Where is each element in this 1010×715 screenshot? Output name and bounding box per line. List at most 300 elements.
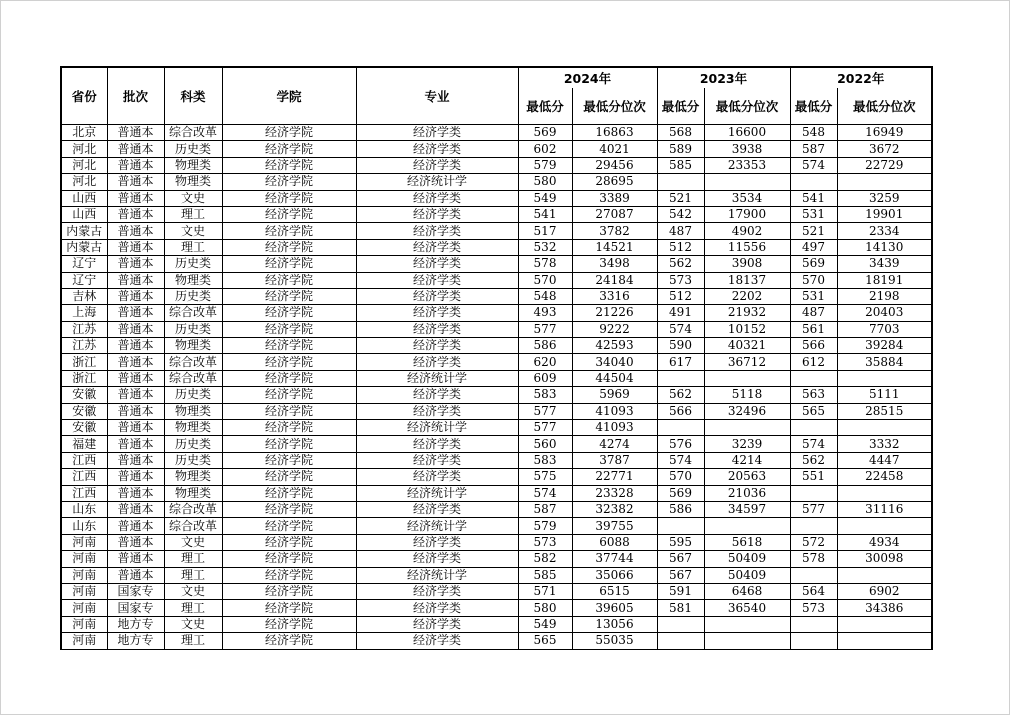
- cell-batch: 普通本: [107, 321, 164, 337]
- cell-major: 经济学类: [356, 551, 518, 567]
- cell-college: 经济学院: [222, 141, 356, 157]
- cell-province: 山西: [61, 206, 107, 222]
- cell-min-rank-2024: 35066: [572, 567, 657, 583]
- cell-min-score-2022: 566: [790, 338, 837, 354]
- cell-province: 浙江: [61, 370, 107, 386]
- cell-min-score-2024: 620: [518, 354, 572, 370]
- cell-min-score-2024: 586: [518, 338, 572, 354]
- header-province: 省份: [61, 67, 107, 125]
- cell-category: 历史类: [164, 141, 222, 157]
- cell-min-score-2024: 541: [518, 206, 572, 222]
- table-row: [61, 633, 932, 649]
- cell-college: 经济学院: [222, 567, 356, 583]
- cell-min-rank-2024: 9222: [572, 321, 657, 337]
- cell-min-score-2023: 591: [657, 583, 704, 599]
- cell-province: 山东: [61, 518, 107, 534]
- cell-min-rank-2022: 7703: [837, 321, 932, 337]
- table-row: [61, 387, 932, 403]
- cell-min-rank-2024: 28695: [572, 174, 657, 190]
- cell-min-score-2023: 573: [657, 272, 704, 288]
- cell-min-rank-2024: 16863: [572, 125, 657, 141]
- cell-major: 经济统计学: [356, 485, 518, 501]
- table-row: [61, 370, 932, 386]
- cell-category: 物理类: [164, 272, 222, 288]
- cell-min-score-2023: 512: [657, 239, 704, 255]
- cell-category: 物理类: [164, 174, 222, 190]
- cell-min-rank-2022: 2334: [837, 223, 932, 239]
- table-row: [61, 485, 932, 501]
- cell-category: 综合改革: [164, 354, 222, 370]
- cell-min-score-2024: 549: [518, 616, 572, 632]
- cell-category: 综合改革: [164, 370, 222, 386]
- cell-college: 经济学院: [222, 633, 356, 649]
- cell-batch: 普通本: [107, 403, 164, 419]
- cell-category: 历史类: [164, 436, 222, 452]
- cell-min-rank-2024: 4021: [572, 141, 657, 157]
- cell-major: 经济统计学: [356, 370, 518, 386]
- table-row: [61, 518, 932, 534]
- cell-batch: 普通本: [107, 567, 164, 583]
- cell-college: 经济学院: [222, 452, 356, 468]
- header-category: 科类: [164, 67, 222, 125]
- cell-province: 河南: [61, 567, 107, 583]
- header-min-score-2023: 最低分: [657, 88, 704, 125]
- cell-province: 浙江: [61, 354, 107, 370]
- cell-min-rank-2022: 3439: [837, 256, 932, 272]
- admission-score-table: [60, 66, 933, 650]
- header-year-2022: 2022年: [790, 67, 932, 88]
- cell-category: 文史: [164, 616, 222, 632]
- cell-province: 河南: [61, 534, 107, 550]
- cell-category: 历史类: [164, 321, 222, 337]
- cell-min-rank-2024: 34040: [572, 354, 657, 370]
- cell-min-rank-2024: 21226: [572, 305, 657, 321]
- cell-min-rank-2022: 31116: [837, 501, 932, 517]
- cell-college: 经济学院: [222, 305, 356, 321]
- table-row: [61, 256, 932, 272]
- cell-min-rank-2024: 23328: [572, 485, 657, 501]
- cell-college: 经济学院: [222, 190, 356, 206]
- cell-min-rank-2023: 5118: [704, 387, 790, 403]
- cell-min-score-2024: 583: [518, 452, 572, 468]
- table-row: [61, 223, 932, 239]
- cell-batch: 普通本: [107, 501, 164, 517]
- cell-min-rank-2024: 3316: [572, 288, 657, 304]
- cell-min-rank-2023: 5618: [704, 534, 790, 550]
- cell-major: 经济学类: [356, 501, 518, 517]
- cell-min-score-2024: 578: [518, 256, 572, 272]
- cell-category: 理工: [164, 551, 222, 567]
- cell-min-score-2022: 548: [790, 125, 837, 141]
- cell-min-rank-2023: 3908: [704, 256, 790, 272]
- cell-major: 经济学类: [356, 223, 518, 239]
- cell-min-rank-2024: 44504: [572, 370, 657, 386]
- cell-batch: 普通本: [107, 436, 164, 452]
- cell-min-score-2022: 531: [790, 288, 837, 304]
- cell-major: 经济学类: [356, 288, 518, 304]
- table-row: [61, 157, 932, 173]
- cell-batch: 普通本: [107, 141, 164, 157]
- cell-batch: 普通本: [107, 125, 164, 141]
- cell-min-rank-2024: 55035: [572, 633, 657, 649]
- cell-category: 历史类: [164, 452, 222, 468]
- table-row: [61, 567, 932, 583]
- cell-min-score-2024: 602: [518, 141, 572, 157]
- cell-batch: 普通本: [107, 534, 164, 550]
- cell-category: 文史: [164, 583, 222, 599]
- cell-min-rank-2024: 3782: [572, 223, 657, 239]
- cell-province: 江西: [61, 452, 107, 468]
- cell-min-rank-2022: 16949: [837, 125, 932, 141]
- cell-batch: 普通本: [107, 305, 164, 321]
- table-row: [61, 501, 932, 517]
- cell-major: 经济学类: [356, 452, 518, 468]
- cell-batch: 地方专: [107, 616, 164, 632]
- cell-college: 经济学院: [222, 125, 356, 141]
- table-row: [61, 403, 932, 419]
- cell-min-rank-2022: 3332: [837, 436, 932, 452]
- cell-college: 经济学院: [222, 272, 356, 288]
- cell-min-rank-2022: 3259: [837, 190, 932, 206]
- cell-min-rank-2022: 5111: [837, 387, 932, 403]
- cell-min-score-2023: 568: [657, 125, 704, 141]
- cell-major: 经济学类: [356, 436, 518, 452]
- cell-category: 物理类: [164, 420, 222, 436]
- cell-province: 河北: [61, 157, 107, 173]
- cell-min-rank-2022: [837, 616, 932, 632]
- cell-min-score-2022: [790, 174, 837, 190]
- cell-min-rank-2024: 5969: [572, 387, 657, 403]
- cell-min-score-2023: [657, 616, 704, 632]
- cell-category: 综合改革: [164, 305, 222, 321]
- cell-batch: 国家专: [107, 600, 164, 616]
- cell-major: 经济统计学: [356, 567, 518, 583]
- cell-min-score-2022: [790, 485, 837, 501]
- cell-college: 经济学院: [222, 403, 356, 419]
- cell-province: 河南: [61, 616, 107, 632]
- header-min-rank-2023: 最低分位次: [704, 88, 790, 125]
- cell-college: 经济学院: [222, 288, 356, 304]
- cell-min-rank-2023: [704, 370, 790, 386]
- cell-min-rank-2022: [837, 633, 932, 649]
- cell-min-rank-2023: 21036: [704, 485, 790, 501]
- cell-min-rank-2023: 3534: [704, 190, 790, 206]
- header-year-2023: 2023年: [657, 67, 790, 88]
- cell-batch: 普通本: [107, 239, 164, 255]
- cell-category: 历史类: [164, 288, 222, 304]
- cell-min-rank-2024: 39605: [572, 600, 657, 616]
- cell-min-rank-2023: [704, 518, 790, 534]
- cell-min-rank-2023: 18137: [704, 272, 790, 288]
- cell-min-score-2023: 487: [657, 223, 704, 239]
- cell-college: 经济学院: [222, 485, 356, 501]
- table-row: [61, 354, 932, 370]
- cell-min-score-2023: 595: [657, 534, 704, 550]
- cell-major: 经济学类: [356, 206, 518, 222]
- cell-major: 经济学类: [356, 583, 518, 599]
- table-row: [61, 288, 932, 304]
- cell-min-score-2022: [790, 370, 837, 386]
- cell-major: 经济学类: [356, 403, 518, 419]
- cell-major: 经济学类: [356, 190, 518, 206]
- cell-batch: 地方专: [107, 633, 164, 649]
- cell-category: 历史类: [164, 256, 222, 272]
- cell-min-rank-2023: 17900: [704, 206, 790, 222]
- cell-college: 经济学院: [222, 551, 356, 567]
- cell-category: 物理类: [164, 403, 222, 419]
- cell-province: 江西: [61, 485, 107, 501]
- cell-min-rank-2024: 27087: [572, 206, 657, 222]
- cell-min-score-2024: 560: [518, 436, 572, 452]
- cell-major: 经济学类: [356, 387, 518, 403]
- cell-batch: 普通本: [107, 338, 164, 354]
- cell-min-score-2024: 609: [518, 370, 572, 386]
- cell-min-rank-2022: 18191: [837, 272, 932, 288]
- cell-college: 经济学院: [222, 370, 356, 386]
- cell-min-score-2023: 567: [657, 551, 704, 567]
- cell-min-rank-2023: 10152: [704, 321, 790, 337]
- cell-min-rank-2024: 39755: [572, 518, 657, 534]
- table-row: [61, 551, 932, 567]
- cell-min-rank-2023: [704, 174, 790, 190]
- header-min-rank-2022: 最低分位次: [837, 88, 932, 125]
- table-row: [61, 272, 932, 288]
- table-row: [61, 420, 932, 436]
- cell-category: 历史类: [164, 387, 222, 403]
- cell-min-score-2023: 617: [657, 354, 704, 370]
- cell-category: 文史: [164, 534, 222, 550]
- cell-province: 河北: [61, 141, 107, 157]
- cell-province: 内蒙古: [61, 239, 107, 255]
- cell-province: 辽宁: [61, 272, 107, 288]
- table-row: [61, 452, 932, 468]
- cell-province: 山东: [61, 501, 107, 517]
- cell-min-score-2022: [790, 616, 837, 632]
- cell-province: 安徽: [61, 387, 107, 403]
- cell-min-rank-2024: 6088: [572, 534, 657, 550]
- cell-min-rank-2022: [837, 174, 932, 190]
- cell-college: 经济学院: [222, 616, 356, 632]
- cell-min-score-2022: 561: [790, 321, 837, 337]
- cell-major: 经济学类: [356, 534, 518, 550]
- cell-min-score-2023: 521: [657, 190, 704, 206]
- cell-batch: 普通本: [107, 206, 164, 222]
- header-college: 学院: [222, 67, 356, 125]
- cell-college: 经济学院: [222, 469, 356, 485]
- cell-min-rank-2022: 20403: [837, 305, 932, 321]
- cell-min-score-2023: [657, 518, 704, 534]
- cell-min-rank-2023: 2202: [704, 288, 790, 304]
- cell-min-score-2024: 574: [518, 485, 572, 501]
- cell-min-score-2024: 577: [518, 403, 572, 419]
- cell-min-score-2022: [790, 420, 837, 436]
- cell-min-score-2024: 517: [518, 223, 572, 239]
- cell-min-score-2022: 569: [790, 256, 837, 272]
- cell-min-rank-2023: 20563: [704, 469, 790, 485]
- cell-min-rank-2024: 42593: [572, 338, 657, 354]
- cell-min-rank-2024: 29456: [572, 157, 657, 173]
- cell-major: 经济学类: [356, 125, 518, 141]
- cell-min-rank-2022: 30098: [837, 551, 932, 567]
- cell-min-score-2023: 569: [657, 485, 704, 501]
- cell-min-score-2024: 571: [518, 583, 572, 599]
- cell-batch: 普通本: [107, 469, 164, 485]
- cell-major: 经济学类: [356, 256, 518, 272]
- cell-category: 理工: [164, 239, 222, 255]
- header-major: 专业: [356, 67, 518, 125]
- cell-min-score-2024: 569: [518, 125, 572, 141]
- cell-min-rank-2022: 22458: [837, 469, 932, 485]
- cell-min-rank-2022: 28515: [837, 403, 932, 419]
- cell-major: 经济学类: [356, 321, 518, 337]
- cell-min-rank-2022: 35884: [837, 354, 932, 370]
- cell-college: 经济学院: [222, 174, 356, 190]
- cell-min-score-2024: 548: [518, 288, 572, 304]
- cell-min-score-2024: 565: [518, 633, 572, 649]
- cell-major: 经济统计学: [356, 420, 518, 436]
- cell-category: 理工: [164, 600, 222, 616]
- cell-min-rank-2022: 4447: [837, 452, 932, 468]
- header-min-score-2024: 最低分: [518, 88, 572, 125]
- cell-min-score-2024: 579: [518, 157, 572, 173]
- cell-min-rank-2023: 16600: [704, 125, 790, 141]
- cell-min-score-2023: 562: [657, 387, 704, 403]
- cell-min-score-2023: 491: [657, 305, 704, 321]
- cell-min-rank-2023: [704, 633, 790, 649]
- cell-batch: 国家专: [107, 583, 164, 599]
- cell-min-score-2024: 493: [518, 305, 572, 321]
- cell-min-rank-2022: 6902: [837, 583, 932, 599]
- cell-min-rank-2023: 34597: [704, 501, 790, 517]
- cell-min-score-2023: [657, 370, 704, 386]
- cell-category: 物理类: [164, 485, 222, 501]
- cell-min-rank-2024: 13056: [572, 616, 657, 632]
- cell-category: 理工: [164, 206, 222, 222]
- cell-college: 经济学院: [222, 256, 356, 272]
- cell-college: 经济学院: [222, 583, 356, 599]
- header-year-2024: 2024年: [518, 67, 657, 88]
- cell-province: 福建: [61, 436, 107, 452]
- cell-major: 经济统计学: [356, 174, 518, 190]
- cell-min-score-2022: 578: [790, 551, 837, 567]
- cell-category: 物理类: [164, 338, 222, 354]
- cell-min-score-2024: 579: [518, 518, 572, 534]
- cell-min-rank-2024: 32382: [572, 501, 657, 517]
- cell-category: 综合改革: [164, 501, 222, 517]
- cell-major: 经济学类: [356, 600, 518, 616]
- cell-min-rank-2023: 36712: [704, 354, 790, 370]
- cell-min-score-2022: 487: [790, 305, 837, 321]
- cell-min-score-2023: 589: [657, 141, 704, 157]
- cell-min-rank-2023: 11556: [704, 239, 790, 255]
- cell-min-score-2022: 577: [790, 501, 837, 517]
- cell-min-score-2023: 562: [657, 256, 704, 272]
- cell-college: 经济学院: [222, 239, 356, 255]
- header-batch: 批次: [107, 67, 164, 125]
- cell-batch: 普通本: [107, 190, 164, 206]
- cell-min-score-2023: 570: [657, 469, 704, 485]
- cell-major: 经济学类: [356, 354, 518, 370]
- cell-min-rank-2022: [837, 420, 932, 436]
- cell-min-score-2022: 570: [790, 272, 837, 288]
- cell-batch: 普通本: [107, 370, 164, 386]
- cell-min-score-2024: 580: [518, 600, 572, 616]
- header-min-score-2022: 最低分: [790, 88, 837, 125]
- cell-min-score-2023: 574: [657, 321, 704, 337]
- cell-min-rank-2022: 22729: [837, 157, 932, 173]
- cell-min-score-2022: 541: [790, 190, 837, 206]
- table-row: [61, 469, 932, 485]
- cell-category: 综合改革: [164, 125, 222, 141]
- cell-college: 经济学院: [222, 338, 356, 354]
- cell-province: 内蒙古: [61, 223, 107, 239]
- cell-min-rank-2022: 2198: [837, 288, 932, 304]
- cell-province: 上海: [61, 305, 107, 321]
- cell-min-rank-2024: 14521: [572, 239, 657, 255]
- cell-min-rank-2023: 40321: [704, 338, 790, 354]
- cell-province: 北京: [61, 125, 107, 141]
- cell-min-score-2024: 580: [518, 174, 572, 190]
- cell-min-score-2024: 575: [518, 469, 572, 485]
- cell-min-rank-2023: 21932: [704, 305, 790, 321]
- cell-min-score-2024: 577: [518, 420, 572, 436]
- cell-min-rank-2022: [837, 485, 932, 501]
- cell-college: 经济学院: [222, 501, 356, 517]
- cell-min-rank-2023: 36540: [704, 600, 790, 616]
- cell-major: 经济学类: [356, 272, 518, 288]
- cell-min-score-2022: 521: [790, 223, 837, 239]
- cell-min-score-2024: 587: [518, 501, 572, 517]
- cell-min-score-2024: 582: [518, 551, 572, 567]
- cell-min-rank-2022: 3672: [837, 141, 932, 157]
- cell-province: 河南: [61, 633, 107, 649]
- cell-min-rank-2023: 4902: [704, 223, 790, 239]
- cell-min-score-2024: 570: [518, 272, 572, 288]
- cell-min-rank-2022: 4934: [837, 534, 932, 550]
- table-row: [61, 305, 932, 321]
- table-row: [61, 190, 932, 206]
- cell-min-score-2022: 531: [790, 206, 837, 222]
- cell-min-score-2022: 551: [790, 469, 837, 485]
- cell-province: 山西: [61, 190, 107, 206]
- cell-min-rank-2024: 24184: [572, 272, 657, 288]
- cell-province: 江西: [61, 469, 107, 485]
- cell-min-score-2022: [790, 633, 837, 649]
- header-min-rank-2024: 最低分位次: [572, 88, 657, 125]
- cell-category: 理工: [164, 567, 222, 583]
- cell-major: 经济学类: [356, 305, 518, 321]
- table-row: [61, 436, 932, 452]
- cell-college: 经济学院: [222, 223, 356, 239]
- cell-min-score-2022: [790, 518, 837, 534]
- cell-min-rank-2022: 34386: [837, 600, 932, 616]
- cell-min-score-2022: 572: [790, 534, 837, 550]
- cell-category: 理工: [164, 633, 222, 649]
- cell-min-rank-2023: 32496: [704, 403, 790, 419]
- cell-min-score-2024: 585: [518, 567, 572, 583]
- cell-min-score-2023: 581: [657, 600, 704, 616]
- cell-major: 经济学类: [356, 239, 518, 255]
- cell-min-score-2022: 612: [790, 354, 837, 370]
- table-row: [61, 321, 932, 337]
- cell-min-score-2022: 563: [790, 387, 837, 403]
- cell-major: 经济学类: [356, 633, 518, 649]
- cell-min-rank-2023: 50409: [704, 551, 790, 567]
- cell-province: 吉林: [61, 288, 107, 304]
- table-body: [61, 125, 932, 650]
- cell-category: 文史: [164, 223, 222, 239]
- cell-province: 河南: [61, 600, 107, 616]
